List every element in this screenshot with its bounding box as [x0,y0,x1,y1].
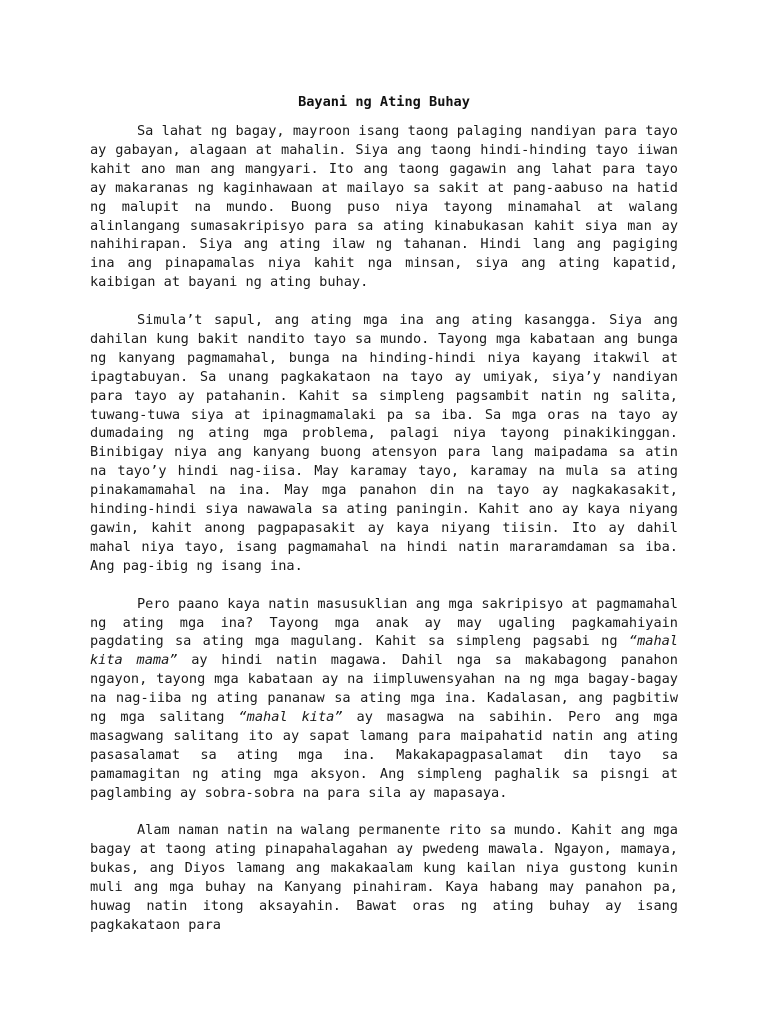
paragraph-1: Sa lahat ng bagay, mayroon isang taong palaging nandiyan para tayo ay gabayan, alagaan at mahalin. Siya ang taong hindi-hinding tayo iiwan kahit ano man ang mangyari. Ito ang taong gagawin ang lahat para tayo ay makaranas ng kaginhawaan at mailayo sa sakit at pang-aabuso na hatid ng malupit na mundo. Buong puso niya tayong minamahal at walang alinlangang sumasakripisyo para sa ating kinabukasan kahit siya man ay nahihirapan. Siya ang ating ilaw ng tahanan. Hindi lang ang pagiging ina ang pinapamalas niya kahit nga minsan, siya ang ating kapatid, kaibigan at bayani ng ating buhay. [90,123,678,291]
quote-mahal-kita: “mahal kita” [238,709,343,726]
quote-mahal-kita-mama: “mahal kita mama” [90,633,678,669]
paragraph-3 [90,595,678,803]
paragraph-2: Simula’t sapul, ang ating mga ina ang ating kasangga. Siya ang dahilan kung bakit nandito tayo sa mundo. Tayong mga kabataan ang bunga ng kanyang pagmamahal, bunga na hinding-hindi niya kayang itakwil at ipagtabuyan. Sa unang pagkakataon na tayo ay umiyak, siya’y nandiyan para tayo ay patahanin. Kahit sa simpleng pagsambit natin ng salita, tuwang-tuwa siya at ipinagmamalaki pa sa iba. Sa mga oras na tayo ay dumadaing ng ating mga problema, palagi niya tayong pinakikinggan. Binibigay niya ang kanyang buong atensyon para lang maipadama sa atin na tayo’y hindi nag-iisa. May karamay tayo, karamay na mula sa ating pinakamamahal na ina. May mga panahon din na tayo ay nagkakasakit, hinding-hindi siya nawawala sa ating paningin. Kahit ano ay kaya niyang gawin, kahit anong pagpapasakit ay kaya niyang tiisin. Ito ay dahil mahal niya tayo, isang pagmamahal na hindi natin mararamdaman sa iba. Ang pag-ibig ng isang ina. [90,312,678,574]
document-body [90,122,678,935]
paragraph-3-text-1: Pero paano kaya natin masusuklian ang mga sakripisyo at pagmamahal ng ating mga ina? Tayong mga anak ay may ugaling pagkamahiyain pagdating sa ating mga magulang. Kahit sa simpleng pagsabi ng [90,595,678,650]
paragraph-3-text-3: ay masagwa na sabihin. Pero ang mga masagwang salitang ito ay sapat lamang para maipahatid natin ang ating pasasalamat sa ating mga ina. Makakapagpasalamat din tayo sa pamamagitan ng ating mga aksyon. Ang simpleng paghalik sa pisngi at paglambing ay sobra-sobra na para sila ay mapasaya. [90,709,678,801]
document-title: Bayani ng Ating Buhay [298,94,470,110]
paragraph-3-text-2: ay hindi natin magawa. Dahil nga sa makabagong panahon ngayon, tayong mga kabataan ay na iimpluwensyahan na ng mga bagay-bagay na nag-iiba ng ating pananaw sa ating mga ina. Kadalasan, ang pagbitiw ng mga salitang [90,652,678,726]
paragraph-4: Alam naman natin na walang permanente rito sa mundo. Kahit ang mga bagay at taong ating pinapahalagahan ay pwedeng mawala. Ngayon, mamaya, bukas, ang Diyos lamang ang makakaalam kung kailan niya gustong kunin muli ang mga buhay na Kanyang pinahiram. Kaya habang may panahon pa, huwag natin itong aksayahin. Bawat oras ng ating buhay ay isang pagkakataon para [90,822,678,934]
